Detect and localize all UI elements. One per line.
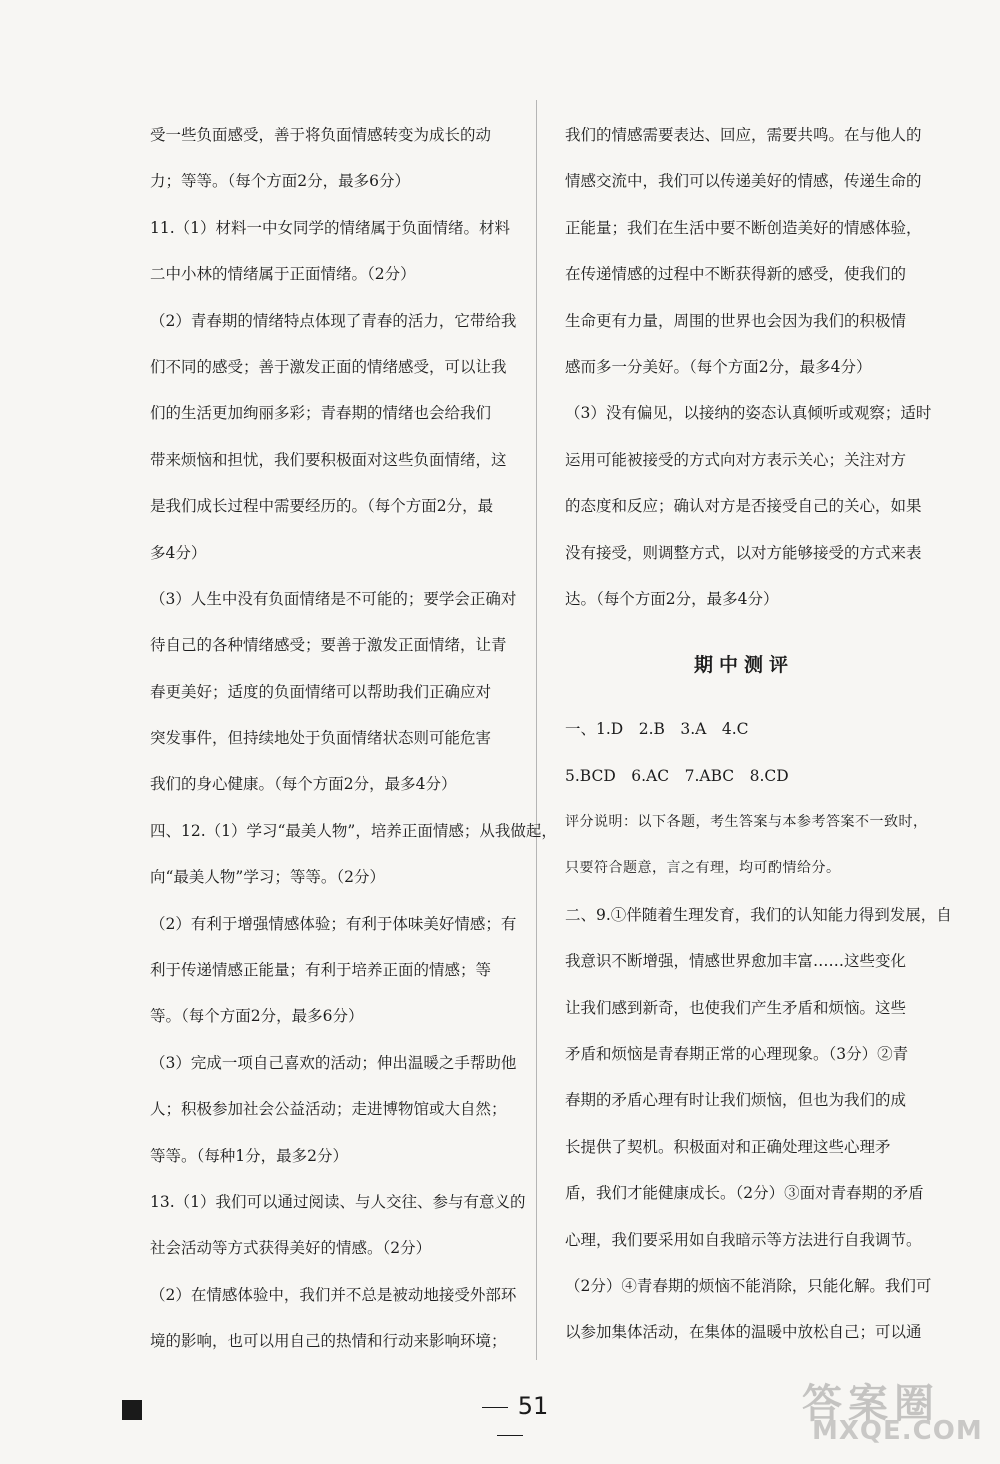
text-line: 人；积极参加社会公益活动；走进博物馆或大自然； bbox=[150, 1100, 507, 1119]
watermark-logo-text: 答案圈 bbox=[802, 1381, 940, 1427]
text-line: 待自己的各种情绪感受；要善于激发正面情绪，让青 bbox=[150, 636, 507, 655]
text-line: 社会活动等方式获得美好的情感。（2分） bbox=[150, 1239, 432, 1258]
right-column-top bbox=[565, 112, 932, 622]
text-line: 春期的矛盾心理有时让我们烦恼，但也为我们的成 bbox=[565, 1091, 907, 1110]
text-line: 利于传递情感正能量；有利于培养正面的情感；等 bbox=[150, 961, 492, 980]
text-line: 们不同的感受；善于激发正面的情绪感受，可以让我 bbox=[150, 357, 507, 376]
text-line: 四、12.（1）学习“最美人物”，培养正面情感；从我做起， bbox=[150, 821, 557, 840]
text-line: 多4分） bbox=[150, 543, 207, 562]
text-line: 境的影响，也可以用自己的热情和行动来影响环境； bbox=[150, 1332, 507, 1351]
text-line: 向“最美人物”学习；等等。（2分） bbox=[150, 868, 385, 887]
text-line: 的态度和反应；确认对方是否接受自己的关心，如果 bbox=[565, 497, 922, 516]
text-line: （2）青春期的情绪特点体现了青春的活力，它带给我 bbox=[150, 311, 517, 330]
text-line: 达。（每个方面2分，最多4分） bbox=[565, 589, 779, 608]
text-line: （2）在情感体验中，我们并不总是被动地接受外部环 bbox=[150, 1285, 517, 1304]
text-line: （2）有利于增强情感体验；有利于体味美好情感；有 bbox=[150, 914, 517, 933]
text-line: 受一些负面感受，善于将负面情感转变为成长的动 bbox=[150, 126, 492, 144]
text-line: 力；等等。（每个方面2分，最多6分） bbox=[150, 172, 410, 191]
text-line: （3）完成一项自己喜欢的活动；伸出温暖之手帮助他 bbox=[150, 1053, 517, 1072]
text-line: 等。（每个方面2分，最多6分） bbox=[150, 1007, 364, 1026]
page-marker-square bbox=[122, 1400, 142, 1420]
text-line: 们的生活更加绚丽多彩；青春期的情绪也会给我们 bbox=[150, 404, 492, 423]
text-line: 11.（1）材料一中女同学的情绪属于负面情绪。材料 bbox=[150, 218, 511, 237]
text-line: 长提供了契机。积极面对和正确处理这些心理矛 bbox=[565, 1137, 891, 1156]
text-line: 我们的身心健康。（每个方面2分，最多4分） bbox=[150, 775, 457, 794]
text-line: 春更美好；适度的负面情绪可以帮助我们正确应对 bbox=[150, 682, 492, 701]
page-number-text: 51 bbox=[517, 1392, 549, 1420]
section-title: 期中测评 bbox=[693, 654, 794, 677]
text-line: （2分）④青春期的烦恼不能消除，只能化解。我们可 bbox=[565, 1276, 932, 1295]
text-line: 没有接受，则调整方式，以对方能够接受的方式来表 bbox=[565, 543, 922, 562]
text-line: 是我们成长过程中需要经历的。（每个方面2分，最 bbox=[150, 497, 494, 516]
dash-left bbox=[482, 1407, 508, 1408]
text-line: 盾，我们才能健康成长。（2分）③面对青春期的矛盾 bbox=[565, 1184, 924, 1203]
text-line: 一、1.D 2.B 3.A 4.C bbox=[565, 720, 749, 739]
text-line: 运用可能被接受的方式向对方表示关心；关注对方 bbox=[565, 450, 907, 469]
right-column bbox=[565, 112, 952, 1356]
text-line: 在传递情感的过程中不断获得新的感受，使我们的 bbox=[565, 265, 907, 284]
text-line: 以参加集体活动，在集体的温暖中放松自己；可以通 bbox=[565, 1323, 922, 1342]
text-line: 等等。（每种1分，最多2分） bbox=[150, 1146, 348, 1165]
text-line: （3）人生中没有负面情绪是不可能的；要学会正确对 bbox=[150, 589, 517, 608]
text-line: 生命更有力量，周围的世界也会因为我们的积极情 bbox=[565, 311, 907, 330]
right-column-bottom bbox=[565, 706, 952, 1355]
text-line: 我们的情感需要表达、回应，需要共鸣。在与他人的 bbox=[565, 126, 922, 144]
text-line: 只要符合题意，言之有理，均可酌情给分。 bbox=[565, 860, 841, 877]
watermark-logo bbox=[772, 1372, 992, 1462]
text-line: 5.BCD 6.AC 7.ABC 8.CD bbox=[565, 766, 789, 785]
text-line: 正能量；我们在生活中要不断创造美好的情感体验， bbox=[565, 218, 922, 237]
page-number bbox=[450, 1392, 570, 1448]
column-divider bbox=[536, 100, 537, 1360]
watermark-site-text: MXQE.COM bbox=[812, 1416, 983, 1446]
text-line: 二中小林的情绪属于正面情绪。（2分） bbox=[150, 265, 416, 284]
text-line: 二、9.①伴随着生理发育，我们的认知能力得到发展，自 bbox=[565, 905, 952, 924]
text-line: 感而多一分美好。（每个方面2分，最多4分） bbox=[565, 357, 872, 376]
text-line: 突发事件，但持续地处于负面情绪状态则可能危害 bbox=[150, 729, 492, 748]
left-column bbox=[150, 112, 557, 1365]
text-line: 评分说明：以下各题，考生答案与本参考答案不一致时， bbox=[565, 814, 928, 831]
text-line: （3）没有偏见，以接纳的姿态认真倾听或观察；适时 bbox=[565, 404, 932, 423]
text-line: 情感交流中，我们可以传递美好的情感，传递生命的 bbox=[565, 172, 922, 191]
text-line: 我意识不断增强，情感世界愈加丰富……这些变化 bbox=[565, 952, 907, 971]
text-line: 心理，我们要采用如自我暗示等方法进行自我调节。 bbox=[565, 1230, 922, 1249]
dash-right bbox=[497, 1435, 523, 1436]
text-line: 矛盾和烦恼是青春期正常的心理现象。（3分）②青 bbox=[565, 1045, 909, 1064]
text-line: 13.（1）我们可以通过阅读、与人交往、参与有意义的 bbox=[150, 1192, 526, 1211]
text-line: 让我们感到新奇，也使我们产生矛盾和烦恼。这些 bbox=[565, 998, 907, 1017]
text-line: 带来烦恼和担忧，我们要积极面对这些负面情绪，这 bbox=[150, 450, 507, 469]
